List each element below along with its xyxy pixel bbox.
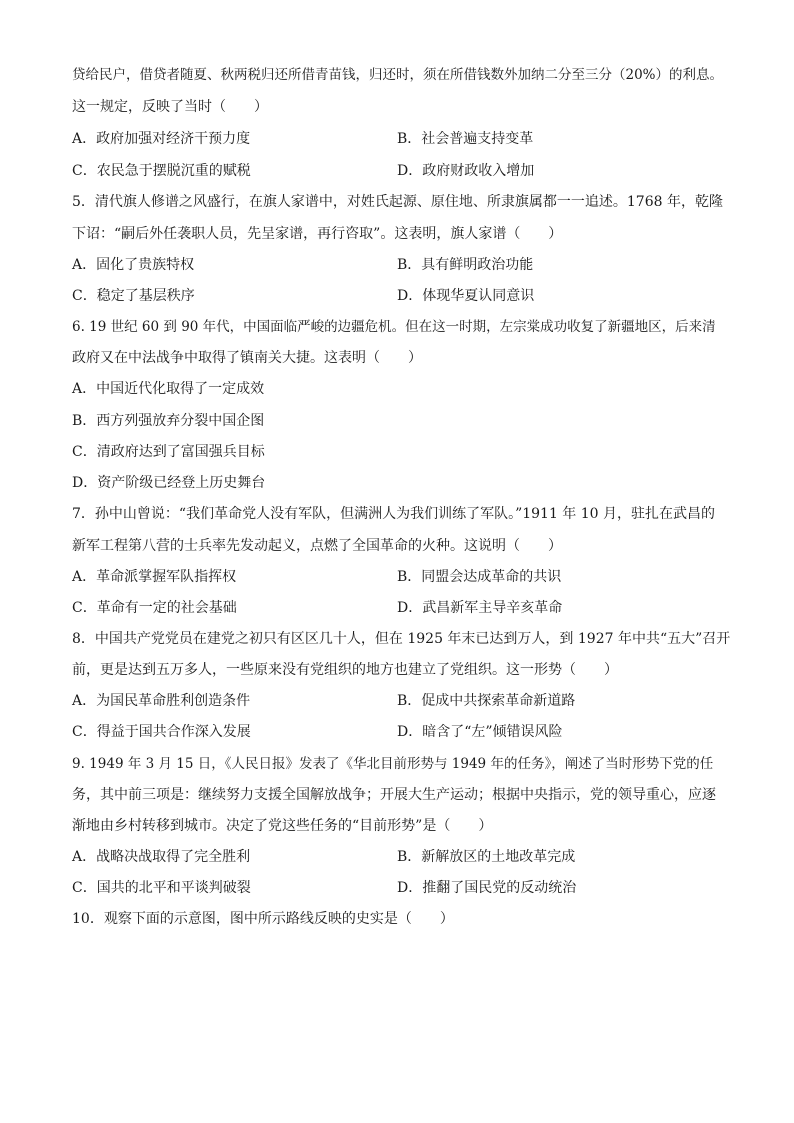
- q4-option-b: B．社会普遍支持变革: [397, 131, 534, 147]
- q6-option-c: C．清政府达到了富国强兵目标: [72, 444, 265, 460]
- q7-option-b: B．同盟会达成革命的共识: [397, 569, 562, 585]
- q5-option-d: D．体现华夏认同意识: [397, 288, 535, 304]
- q10-stem-line-1: 10．观察下面的示意图，图中所示路线反映的史实是（ ）: [72, 911, 454, 927]
- q7-stem-line-2: 新军工程第八营的士兵率先发动起义，点燃了全国革命的火种。这说明（ ）: [72, 538, 562, 554]
- q4-stem-line-2: 这一规定，反映了当时（ ）: [72, 99, 268, 115]
- q5-option-c: C．稳定了基层秩序: [72, 288, 195, 304]
- q7-option-d: D．武昌新军主导辛亥革命: [397, 600, 563, 616]
- q4-option-c: C．农民急于摆脱沉重的赋税: [72, 163, 251, 179]
- q6-option-b: B．西方列强放弃分裂中国企图: [72, 413, 265, 429]
- q7-option-a: A．革命派掌握军队指挥权: [72, 569, 237, 585]
- q6-stem-line-2: 政府又在中法战争中取得了镇南关大捷。这表明（ ）: [72, 350, 422, 366]
- q5-option-a: A．固化了贵族特权: [72, 257, 195, 273]
- q4-option-d: D．政府财政收入增加: [397, 163, 535, 179]
- q8-option-c: C．得益于国共合作深入发展: [72, 724, 251, 740]
- q9-option-d: D．推翻了国民党的反动统治: [397, 880, 577, 896]
- q5-stem-line-2: 下诏：“嗣后外任袭职人员，先呈家谱，再行咨取”。这表明，旗人家谱（ ）: [72, 226, 563, 242]
- q6-option-a: A．中国近代化取得了一定成效: [72, 381, 265, 397]
- q9-option-a: A．战略决战取得了完全胜利: [72, 849, 251, 865]
- q4-option-a: A．政府加强对经济干预力度: [72, 131, 251, 147]
- q8-stem-line-2: 前，更是达到五万多人，一些原来没有党组织的地方也建立了党组织。这一形势（ ）: [72, 662, 618, 678]
- q9-option-b: B．新解放区的土地改革完成: [397, 849, 576, 865]
- q9-stem-line-2: 务，其中前三项是：继续努力支援全国解放战争；开展大生产运动；根据中央指示，党的领导重心，应逐: [72, 787, 716, 803]
- q8-option-d: D．暗含了“左”倾错误风险: [397, 724, 563, 740]
- q9-stem-line-1: 9. 1949 年 3 月 15 日，《人民日报》发表了《华北目前形势与 1949 年的任务》，阐述了当时形势下党的任: [72, 756, 714, 772]
- q4-stem-line-1: 贷给民户，借贷者随夏、秋两税归还所借青苗钱，归还时，须在所借钱数外加纳二分至三分（20%）的利息。: [72, 67, 724, 83]
- q7-option-c: C．革命有一定的社会基础: [72, 600, 237, 616]
- q9-option-c: C．国共的北平和平谈判破裂: [72, 880, 251, 896]
- q8-option-a: A．为国民革命胜利创造条件: [72, 693, 251, 709]
- q6-stem-line-1: 6. 19 世纪 60 到 90 年代，中国面临严峻的边疆危机。但在这一时期，左宗棠成功收复了新疆地区，后来清: [72, 319, 716, 335]
- q5-stem-line-1: 5．清代旗人修谱之风盛行，在旗人家谱中，对姓氏起源、原住地、所隶旗属都一一追述。1768 年，乾隆: [72, 194, 723, 210]
- q8-option-b: B．促成中共探索革命新道路: [397, 693, 576, 709]
- q5-option-b: B．具有鲜明政治功能: [397, 257, 534, 273]
- q8-stem-line-1: 8．中国共产党党员在建党之初只有区区几十人，但在 1925 年末已达到万人，到 1927 年中共“五大”召开: [72, 631, 731, 647]
- q7-stem-line-1: 7．孙中山曾说：“我们革命党人没有军队，但满洲人为我们训练了军队。”1911 年 10 月，驻扎在武昌的: [72, 506, 716, 522]
- q9-stem-line-3: 渐地由乡村转移到城市。决定了党这些任务的“目前形势”是（ ）: [72, 818, 493, 834]
- q6-option-d: D．资产阶级已经登上历史舞台: [72, 475, 266, 491]
